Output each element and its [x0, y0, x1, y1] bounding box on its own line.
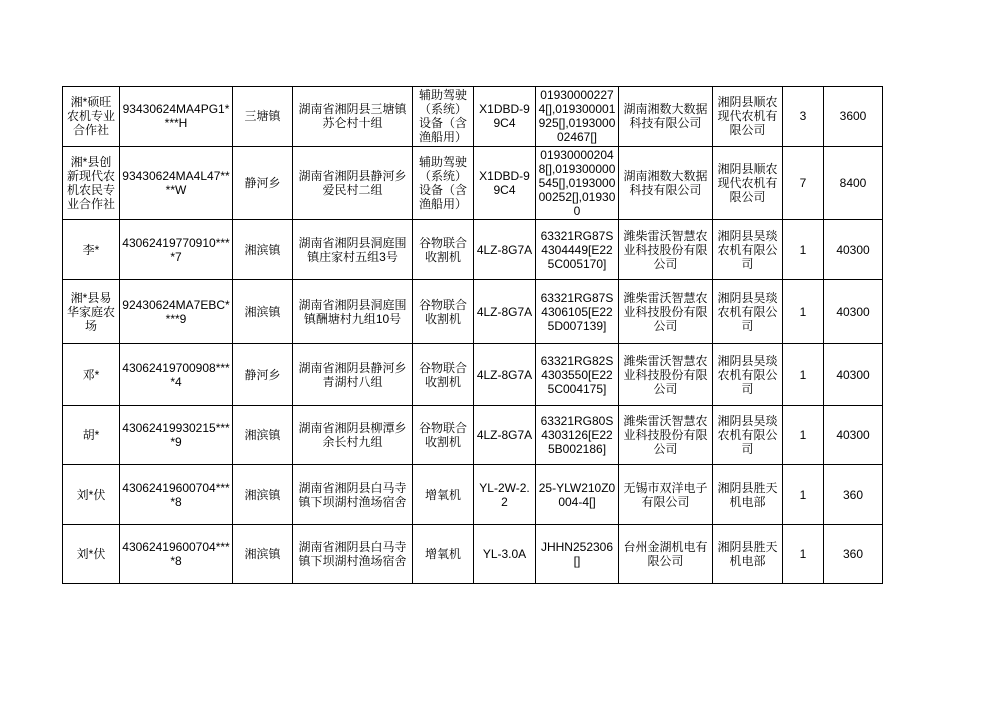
- machine-type: 谷物联合收割机: [413, 344, 474, 406]
- address: 湖南省湘阴县静河乡爱民村二组: [293, 146, 413, 220]
- serial-number: 25-YLW210Z0004-4[]: [536, 465, 619, 525]
- model: X1DBD-99C4: [474, 146, 536, 220]
- subsidy-amount: 40300: [824, 406, 883, 465]
- serial-number: 63321RG87S4306105[E225D007139]: [536, 280, 619, 344]
- machine-type: 谷物联合收割机: [413, 406, 474, 465]
- address: 湖南省湘阴县洞庭围镇酬塘村九组10号: [293, 280, 413, 344]
- town: 湘滨镇: [233, 525, 293, 584]
- manufacturer: 潍柴雷沃智慧农业科技股份有限公司: [619, 406, 713, 465]
- buyer-name: 刘*伏: [63, 525, 120, 584]
- table-row: [63, 280, 883, 344]
- buyer-id: 93430624MA4L47****W: [120, 146, 233, 220]
- buyer-name: 湘*县创新现代农机农民专业合作社: [63, 146, 120, 220]
- buyer-id: 93430624MA4PG1****H: [120, 87, 233, 147]
- town: 静河乡: [233, 146, 293, 220]
- dealer: 湘阴县昊琰农机有限公司: [713, 344, 783, 406]
- buyer-name: 邓*: [63, 344, 120, 406]
- manufacturer: 潍柴雷沃智慧农业科技股份有限公司: [619, 344, 713, 406]
- quantity: 3: [783, 87, 824, 147]
- table-row: [63, 146, 883, 220]
- town: 静河乡: [233, 344, 293, 406]
- table-row: [63, 525, 883, 584]
- quantity: 1: [783, 406, 824, 465]
- dealer: 湘阴县昊琰农机有限公司: [713, 406, 783, 465]
- town: 湘滨镇: [233, 220, 293, 280]
- table-row: [63, 406, 883, 465]
- machine-type: 谷物联合收割机: [413, 280, 474, 344]
- serial-number: 019300002048[],019300000545[],019300000252[],019300: [536, 146, 619, 220]
- town: 湘滨镇: [233, 280, 293, 344]
- model: 4LZ-8G7A: [474, 220, 536, 280]
- subsidy-amount: 40300: [824, 344, 883, 406]
- table-row: [63, 87, 883, 147]
- model: 4LZ-8G7A: [474, 280, 536, 344]
- dealer: 湘阴县昊琰农机有限公司: [713, 280, 783, 344]
- address: 湖南省湘阴县白马寺镇下坝湖村渔场宿舍: [293, 525, 413, 584]
- serial-number: 63321RG87S4304449[E225C005170]: [536, 220, 619, 280]
- dealer: 湘阴县昊琰农机有限公司: [713, 220, 783, 280]
- address: 湖南省湘阴县白马寺镇下坝湖村渔场宿舍: [293, 465, 413, 525]
- manufacturer: 台州金湖机电有限公司: [619, 525, 713, 584]
- buyer-name: 胡*: [63, 406, 120, 465]
- machine-type: 增氧机: [413, 525, 474, 584]
- model: 4LZ-8G7A: [474, 344, 536, 406]
- quantity: 1: [783, 220, 824, 280]
- subsidy-amount: 40300: [824, 220, 883, 280]
- serial-number: 63321RG80S4303126[E225B002186]: [536, 406, 619, 465]
- table-body: [63, 87, 883, 584]
- subsidy-amount: 360: [824, 465, 883, 525]
- buyer-name: 湘*硕旺农机专业合作社: [63, 87, 120, 147]
- address: 湖南省湘阴县洞庭围镇庄家村五组3号: [293, 220, 413, 280]
- table-row: [63, 344, 883, 406]
- model: X1DBD-99C4: [474, 87, 536, 147]
- subsidy-amount: 360: [824, 525, 883, 584]
- model: YL-3.0A: [474, 525, 536, 584]
- machine-type: 辅助驾驶（系统）设备（含渔船用）: [413, 87, 474, 147]
- serial-number: JHHN252306[]: [536, 525, 619, 584]
- town: 湘滨镇: [233, 406, 293, 465]
- serial-number: 019300002274[],019300001925[],019300002467[]: [536, 87, 619, 147]
- buyer-id: 43062419600704****8: [120, 465, 233, 525]
- address: 湖南省湘阴县静河乡青湖村八组: [293, 344, 413, 406]
- buyer-id: 92430624MA7EBC****9: [120, 280, 233, 344]
- dealer: 湘阴县胜天机电部: [713, 525, 783, 584]
- model: 4LZ-8G7A: [474, 406, 536, 465]
- quantity: 1: [783, 525, 824, 584]
- quantity: 7: [783, 146, 824, 220]
- subsidy-table: [62, 86, 883, 584]
- buyer-id: 43062419700908****4: [120, 344, 233, 406]
- manufacturer: 无锡市双洋电子有限公司: [619, 465, 713, 525]
- buyer-id: 43062419770910****7: [120, 220, 233, 280]
- buyer-id: 43062419930215****9: [120, 406, 233, 465]
- address: 湖南省湘阴县柳潭乡余长村九组: [293, 406, 413, 465]
- buyer-name: 李*: [63, 220, 120, 280]
- subsidy-amount: 8400: [824, 146, 883, 220]
- manufacturer: 潍柴雷沃智慧农业科技股份有限公司: [619, 220, 713, 280]
- town: 三塘镇: [233, 87, 293, 147]
- buyer-id: 43062419600704****8: [120, 525, 233, 584]
- quantity: 1: [783, 280, 824, 344]
- serial-number: 63321RG82S4303550[E225C004175]: [536, 344, 619, 406]
- table-row: [63, 465, 883, 525]
- quantity: 1: [783, 465, 824, 525]
- address: 湖南省湘阴县三塘镇苏仑村十组: [293, 87, 413, 147]
- manufacturer: 湖南湘数大数据科技有限公司: [619, 87, 713, 147]
- subsidy-amount: 3600: [824, 87, 883, 147]
- subsidy-amount: 40300: [824, 280, 883, 344]
- town: 湘滨镇: [233, 465, 293, 525]
- manufacturer: 潍柴雷沃智慧农业科技股份有限公司: [619, 280, 713, 344]
- dealer: 湘阴县顺农现代农机有限公司: [713, 146, 783, 220]
- dealer: 湘阴县顺农现代农机有限公司: [713, 87, 783, 147]
- buyer-name: 刘*伏: [63, 465, 120, 525]
- machine-type: 辅助驾驶（系统）设备（含渔船用）: [413, 146, 474, 220]
- table-row: [63, 220, 883, 280]
- model: YL-2W-2.2: [474, 465, 536, 525]
- machine-type: 谷物联合收割机: [413, 220, 474, 280]
- dealer: 湘阴县胜天机电部: [713, 465, 783, 525]
- machine-type: 增氧机: [413, 465, 474, 525]
- quantity: 1: [783, 344, 824, 406]
- manufacturer: 湖南湘数大数据科技有限公司: [619, 146, 713, 220]
- buyer-name: 湘*县易华家庭农场: [63, 280, 120, 344]
